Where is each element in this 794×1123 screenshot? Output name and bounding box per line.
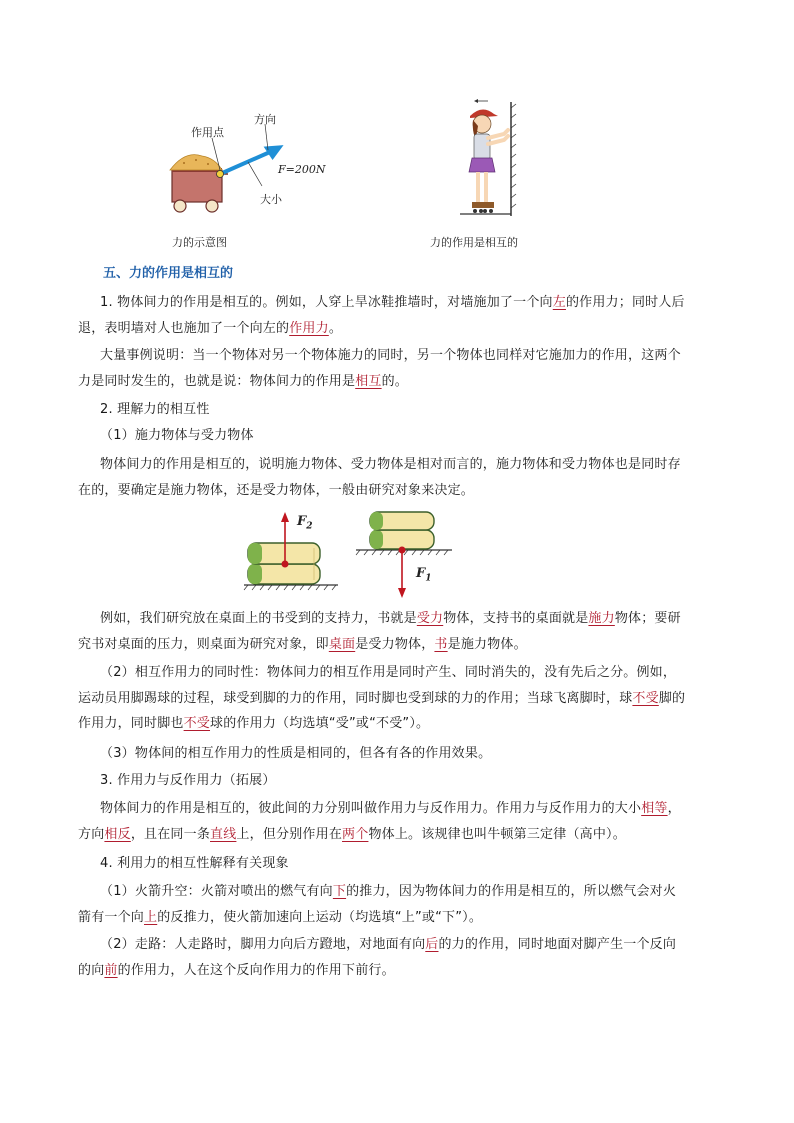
label-direction: 方向: [254, 113, 276, 126]
paragraph-2: 大量事例说明：当一个物体对另一个物体施力的同时，另一个物体也同样对它施加力的作用，这两个 力是同时发生的，也就是说：物体间力的作用是相互的。: [78, 348, 681, 389]
answer-blank: 不受: [183, 716, 211, 731]
label-f2: $F_2$: [297, 514, 313, 532]
answer-blank: 施力: [588, 611, 615, 626]
paragraph-8: （3）物体间的相互作用力的性质是相同的，但各有各的作用效果。: [100, 746, 492, 761]
point-of-action: [217, 171, 224, 178]
paragraph-6: 例如，我们研究放在桌面上的书受到的支持力，书就是受力物体，支持书的桌面就是施力物体；要研 究书对桌面的压力，则桌面为研究对象，即桌面是受力物体，书是施力物体。: [78, 611, 681, 652]
answer-blank: 前: [104, 962, 118, 978]
answer-blank: 左: [552, 295, 566, 310]
paragraph-12: （1）火箭升空：火箭对喷出的燃气有向下的推力，因为物体间力的作用是相互的，所以燃气会对火 箭有一个向上的反推力，使火箭加速向上运动（均选填“上”或“下”）。: [78, 884, 677, 925]
cart-wheel: [206, 200, 218, 212]
cart-wheel: [174, 200, 186, 212]
paragraph-10: 物体间力的作用是相互的，彼此间的力分别叫做作用力与反作用力。作用力与反作用力的大小相等， 方向相反，且在同一条直线上，但分别作用在两个物体上。该规律也叫牛顿第三定律（高中）。: [78, 801, 681, 842]
caption-cart: 力的示意图: [172, 236, 227, 249]
answer-blank: 下: [332, 884, 347, 899]
books-force-diagram: [228, 508, 468, 600]
answer-blank: 两个: [342, 826, 369, 842]
label-force-value: F=200N: [278, 163, 326, 176]
girl-pushing-wall: [452, 96, 532, 220]
answer-blank: 相互: [355, 373, 382, 389]
answer-blank: 不受: [632, 690, 659, 706]
subheading-4: 4. 利用力的相互性解释有关现象: [100, 856, 289, 871]
cart-body: [172, 170, 222, 202]
caption-girl: 力的作用是相互的: [430, 236, 518, 249]
answer-blank: 后: [425, 937, 439, 952]
answer-blank: 上: [144, 909, 158, 925]
paragraph-1: 1. 物体间力的作用是相互的。例如，人穿上旱冰鞋推墙时，对墙施加了一个向左的作用力；同时人后 退，表明墙对人也施加了一个向左的作用力。: [78, 295, 685, 336]
label-point-of-action: 作用点: [191, 126, 224, 139]
subheading-2: 2. 理解力的相互性: [100, 402, 210, 417]
cart-force-diagram: [160, 100, 340, 220]
answer-blank: 受力: [416, 611, 444, 626]
answer-blank: 直线: [210, 826, 237, 842]
answer-blank: 相反: [104, 826, 131, 842]
answer-blank: 相等: [641, 801, 668, 816]
force-arrow: [220, 152, 270, 174]
paragraph-7: （2）相互作用力的同时性：物体间力的相互作用是同时产生、同时消失的，没有先后之分。例如， 运动员用脚踢球的过程，球受到脚的力的作用，同时脚也受到球的力的作用；当球飞离脚时，球不受脚的 作用力，同时脚也不受球的作用力（均选填“受”或“不受”）。: [78, 665, 686, 731]
answer-blank: 作用力: [289, 320, 329, 336]
label-f1: $F_1$: [416, 566, 432, 584]
label-magnitude: 大小: [260, 193, 282, 206]
section-heading: 五、力的作用是相互的: [103, 266, 234, 281]
answer-blank: 书: [434, 636, 448, 652]
paragraph-13: （2）走路：人走路时，脚用力向后方蹬地，对地面有向后的力的作用，同时地面对脚产生一个反向 的向前的作用力，人在这个反向作用力的作用下前行。: [78, 937, 677, 978]
answer-blank: 桌面: [328, 636, 356, 652]
subheading-3: 3. 作用力与反作用力（拓展）: [100, 773, 276, 788]
paragraph-5: 物体间力的作用是相互的，说明施力物体、受力物体是相对而言的，施力物体和受力物体也是同时存 在的，要确定是施力物体，还是受力物体，一般由研究对象来决定。: [78, 457, 681, 498]
sand-pile: [170, 155, 222, 170]
subheading-2-1: （1）施力物体与受力物体: [100, 428, 254, 443]
